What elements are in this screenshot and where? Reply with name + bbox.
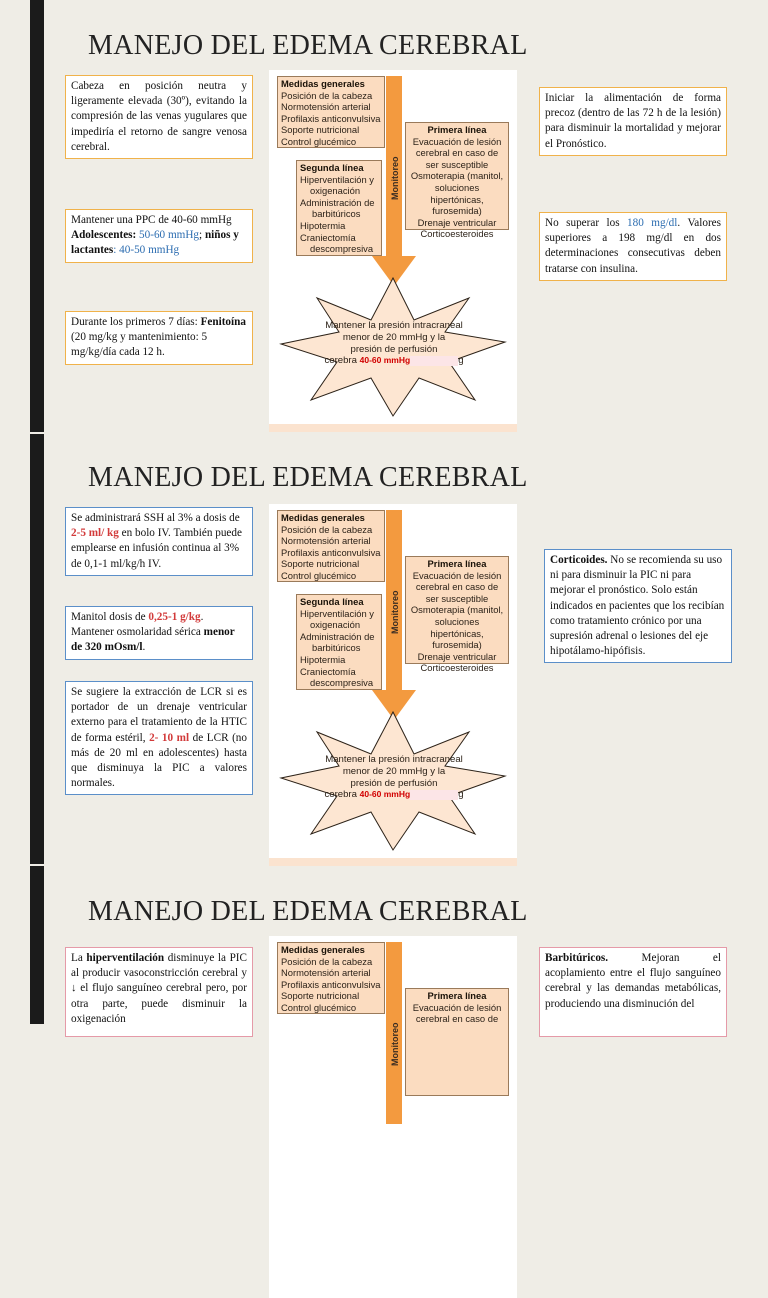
first-item: soluciones hipertónicas,: [430, 181, 484, 205]
ssh-dose: 2-5 ml/ kg: [71, 527, 119, 540]
monitoring-label: Monitoreo: [390, 156, 400, 200]
hv-text-c: disminuye la PIC al producir vasoconstricción cerebral y ↓ el flujo sanguíneo cerebral pero, por otra parte, puede disminuir la oxigenación: [71, 952, 247, 1025]
star-pre: cerebra: [324, 355, 357, 367]
general-measures-box: [277, 510, 385, 582]
general-title: Medidas generales: [281, 512, 365, 523]
monitoring-label: Monitoreo: [390, 590, 400, 634]
highlight-mark: [410, 356, 458, 366]
slide-title: MANEJO DEL EDEMA CEREBRAL: [88, 462, 528, 493]
lcr-volume: 2- 10 ml: [149, 731, 190, 744]
ninos-label: niños y lactantes: [71, 229, 239, 257]
second-item: Hiperventilación y: [300, 173, 374, 185]
fenitoina-label: Fenitoína: [200, 316, 246, 328]
general-item: Control glucémico: [281, 569, 357, 581]
second-title: Segunda línea: [300, 596, 364, 607]
fenitoina-box: [65, 311, 253, 365]
flow-diagram: [269, 936, 517, 1298]
glucose-text-c: . Valores superiores a 198 mg/dl en dos determinaciones consecutivas deben tratarse con insulina.: [545, 217, 721, 275]
general-title: Medidas generales: [281, 78, 365, 89]
diagram-bottom-strip: [269, 424, 517, 432]
first-item: ser susceptible: [425, 158, 489, 170]
general-item: Profilaxis anticonvulsiva: [281, 112, 381, 124]
ssh-text-a: Se administrará SSH al 3% a dosis de: [71, 512, 240, 524]
star-red-value: 40-60 mmHg: [359, 355, 411, 366]
fenitoina-intro: Durante los primeros 7 días:: [71, 316, 201, 328]
diagram-bottom-strip: [269, 858, 517, 866]
lcr-text-a: Se sugiere la extracción de LCR si es portador de un drenaje ventricular externo para el tratamiento de la HTIC de forma estéril,: [71, 686, 247, 744]
first-title: Primera línea: [427, 558, 487, 569]
corticoides-label: Corticoides.: [550, 554, 608, 566]
hv-label: hiperventilación: [86, 952, 165, 964]
first-item: Osmoterapia (manitol,: [410, 170, 504, 182]
second-item: barbitúricos: [312, 642, 361, 654]
period: .: [142, 641, 146, 654]
general-item: Normotensión arterial: [281, 535, 371, 547]
star-line: Mantener la presión intracraneal: [325, 320, 463, 331]
general-item: Control glucémico: [281, 1001, 357, 1013]
star-line: [309, 355, 479, 367]
slide-2: [0, 434, 768, 864]
lcr-text-c: de LCR (no más de 20 ml en adolescentes) hasta que disminuya la PIC a valores normales.: [71, 731, 247, 790]
ppc-box: [65, 209, 253, 263]
general-title: Medidas generales: [281, 944, 365, 955]
osmolarity-limit: menor de 320 mOsm/l: [71, 626, 235, 654]
star-text: [309, 754, 479, 801]
corticoides-text: No se recomienda su uso ni para disminuir la PIC ni para mejorar el pronóstico. Solo están indicados en pacientes que los recibían como tratamiento crónico por una supresión adrenal o lesiones del eje hipotálamo-hipófisis.: [550, 554, 725, 658]
second-item: oxigenación: [310, 185, 361, 197]
general-measures-box: [277, 942, 385, 1014]
second-item: Administración de: [300, 196, 375, 208]
second-line-box: [296, 594, 382, 690]
slide-sidebar: [30, 0, 44, 432]
head-position-box: [65, 75, 253, 159]
fenitoina-dose: (20 mg/kg y mantenimiento: 5 mg/kg/día cada 12 h.: [71, 331, 208, 359]
star-line: presión de perfusión: [350, 343, 438, 355]
flow-diagram: [269, 70, 517, 432]
second-title: Segunda línea: [300, 162, 364, 173]
slide-1: [0, 0, 768, 432]
first-item: cerebral en caso de: [415, 581, 499, 593]
hyperventilation-box: [65, 947, 253, 1037]
first-item: Evacuación de lesión: [412, 135, 502, 147]
first-item: cerebral en caso de: [415, 1013, 499, 1025]
star-line: menor de 20 mmHg y la: [342, 765, 446, 777]
star-pre: cerebra: [324, 789, 357, 801]
manitol-text-c: . Mantener osmolaridad sérica: [71, 611, 204, 639]
slide-sidebar: [30, 866, 44, 1024]
star-text: [309, 320, 479, 367]
head-position-text: Cabeza en posición neutra y ligeramente elevada (30º), evitando la compresión de las venas yugulares que impediría el retorno de sangre venosa cerebral.: [71, 80, 247, 153]
first-item: furosemida): [432, 639, 482, 651]
first-item: Osmoterapia (manitol,: [410, 604, 504, 616]
monitoring-label: Monitoreo: [390, 1022, 400, 1066]
first-item: ser susceptible: [425, 592, 489, 604]
barbituricos-box: [539, 947, 727, 1037]
slide-title: MANEJO DEL EDEMA CEREBRAL: [88, 30, 528, 61]
general-measures-box: [277, 76, 385, 148]
lcr-box: [65, 681, 253, 795]
general-item: Posición de la cabeza: [281, 89, 373, 101]
glucose-limit: 180 mg/dl: [627, 217, 678, 229]
second-item: descompresiva: [310, 677, 374, 689]
slide-sidebar: [30, 434, 44, 864]
adolescentes-label: Adolescentes:: [71, 229, 137, 242]
barbituricos-text: Mejoran el acoplamiento entre el flujo sanguíneo cerebral y las demandas metabólicas, produciendo una disminución del: [545, 952, 721, 1010]
hv-text-a: La: [71, 952, 87, 964]
star-line: Mantener la presión intracraneal: [325, 754, 463, 765]
general-item: Normotensión arterial: [281, 101, 371, 113]
first-item: cerebral en caso de: [415, 147, 499, 159]
first-item: Evacuación de lesión: [412, 1001, 502, 1013]
second-item: oxigenación: [310, 619, 361, 631]
first-item: Corticoesteroides: [420, 662, 494, 674]
star-line: [309, 789, 479, 801]
glucose-box: [539, 212, 727, 281]
second-line-box: [296, 160, 382, 256]
ssh-text-c: en bolo IV. También puede emplearse en infusión continua al 3% de 0,1-1 ml/kg/h IV.: [71, 527, 242, 570]
glucose-text-a: No superar los: [545, 217, 628, 229]
slide-title: MANEJO DEL EDEMA CEREBRAL: [88, 896, 528, 927]
star-post: g: [458, 789, 464, 801]
first-item: Corticoesteroides: [420, 228, 494, 240]
general-item: Posición de la cabeza: [281, 523, 373, 535]
first-line-box: [405, 988, 509, 1096]
flow-diagram: [269, 504, 517, 866]
corticoides-box: [544, 549, 732, 663]
nutrition-text: Iniciar la alimentación de forma precoz (dentro de las 72 h de la lesión) para disminuir la mortalidad y mejorar el Pronóstico.: [545, 92, 721, 150]
first-item: Drenaje ventricular: [417, 650, 497, 662]
manitol-dose: 0,25-1 g/kg: [148, 611, 201, 623]
second-item: descompresiva: [310, 243, 374, 255]
first-item: soluciones hipertónicas,: [430, 615, 484, 639]
nutrition-box: [539, 87, 727, 156]
separator: ;: [199, 229, 205, 242]
general-item: Profilaxis anticonvulsiva: [281, 546, 381, 558]
first-line-box: [405, 122, 509, 240]
second-item: Craniectomía: [300, 231, 356, 243]
star-red-value: 40-60 mmHg: [359, 789, 411, 800]
first-item: Evacuación de lesión: [412, 569, 502, 581]
barbituricos-label: Barbitúricos.: [545, 952, 609, 964]
first-title: Primera línea: [427, 124, 487, 135]
adolescentes-value: 50-60 mmHg: [136, 229, 200, 242]
star-line: menor de 20 mmHg y la: [342, 331, 446, 343]
highlight-mark: [410, 790, 458, 800]
second-item: barbitúricos: [312, 208, 361, 220]
star-line: presión de perfusión: [350, 777, 438, 789]
slide-3: [0, 866, 768, 1066]
general-item: Posición de la cabeza: [281, 955, 373, 967]
first-item: Drenaje ventricular: [417, 216, 497, 228]
second-item: Hipotermia: [300, 219, 346, 231]
ppc-text: Mantener una PPC de 40-60 mmHg: [71, 214, 232, 226]
general-item: Soporte nutricional: [281, 990, 360, 1002]
general-item: Profilaxis anticonvulsiva: [281, 978, 381, 990]
second-item: Hiperventilación y: [300, 607, 374, 619]
general-item: Control glucémico: [281, 135, 357, 147]
manitol-text-a: Manitol dosis de: [71, 611, 149, 623]
ninos-value: : 40-50 mmHg: [113, 244, 180, 257]
second-item: Hipotermia: [300, 653, 346, 665]
first-title: Primera línea: [427, 990, 487, 1001]
general-item: Normotensión arterial: [281, 967, 371, 979]
general-item: Soporte nutricional: [281, 558, 360, 570]
first-line-box: [405, 556, 509, 674]
ssh-box: [65, 507, 253, 576]
second-item: Craniectomía: [300, 665, 356, 677]
star-post: g: [458, 355, 464, 367]
second-item: Administración de: [300, 630, 375, 642]
general-item: Soporte nutricional: [281, 124, 360, 136]
manitol-box: [65, 606, 253, 660]
first-item: furosemida): [432, 205, 482, 217]
